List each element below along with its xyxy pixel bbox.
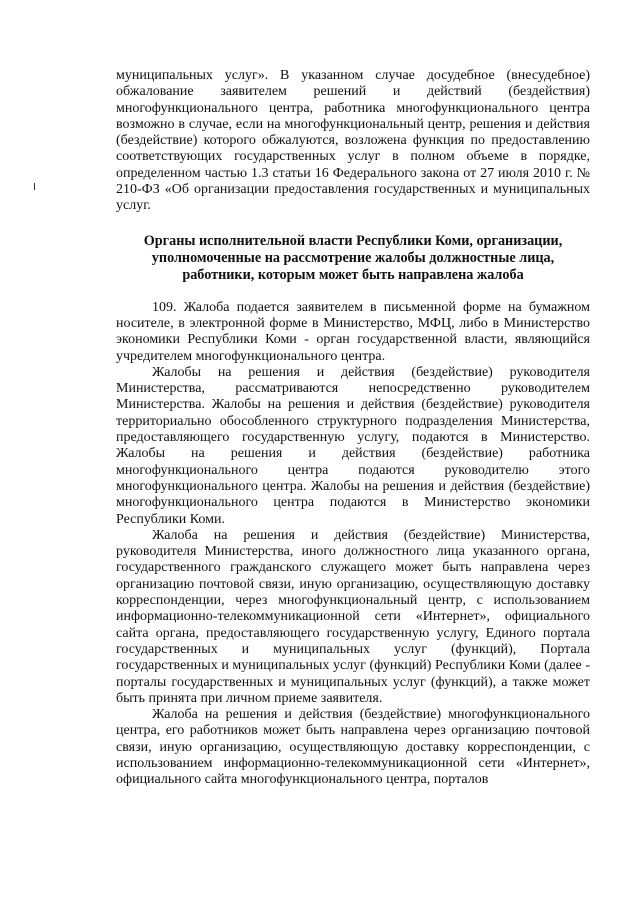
section-heading: Органы исполнительной власти Республики Коми, организации, уполномоченные на рассмотрение жалобы должностные лица, работники, которым может быть направлена жалоба [143, 232, 563, 283]
paragraph-complaints-ministry: Жалобы на решения и действия (бездействие) руководителя Министерства, рассматриваются непосредственно руководителем Министерства. Жалобы на решения и действия (бездействие) руководителя территориально обособленного структурного подразделения Министерства, предоставляющего государственную услугу, подаются в Министерство. Жалобы на решения и действия (бездействие) работника многофункционального центра подаются руководителю этого многофункционального центра. Жалобы на решения и действия (бездействие) многофункционального центра подаются в Министерство экономики Республики Коми. [116, 364, 590, 527]
intro-paragraph: муниципальных услуг». В указанном случае досудебное (внесудебное) обжалование заявителем решений и действий (бездействия) многофункционального центра, работника многофункционального центра возможно в случае, если на многофункциональный центр, решения и действия (бездействие) которого обжалуются, возложена функция по предоставлению соответствующих государственных услуг в полном объеме в порядке, определенном частью 1.3 статьи 16 Федерального закона от 27 июля 2010 г. № 210-ФЗ «Об организации предоставления государственных и муниципальных услуг. [116, 68, 590, 214]
paragraph-109: 109. Жалоба подается заявителем в письменной форме на бумажном носителе, в электронной форме в Министерство, МФЦ, либо в Министерство экономики Республики Коми - орган государственной власти, являющийся учредителем многофункционального центра. [116, 299, 590, 364]
margin-mark [34, 183, 35, 190]
paragraph-mfc-complaint: Жалоба на решения и действия (бездействие) многофункционального центра, его работников может быть направлена через организацию почтовой связи, иную организацию, осуществляющую доставку корреспонденции, с использованием информационно-телекоммуникационной сети «Интернет», официального сайта многофункционального центра, порталов [116, 707, 590, 788]
document-body [116, 68, 590, 789]
paragraph-complaint-channels: Жалоба на решения и действия (бездействие) Министерства, руководителя Министерства, иного должностного лица указанного органа, государственного гражданского служащего может быть направлена через организацию почтовой связи, иную организацию, осуществляющую доставку корреспонденции, через многофункциональный центр, с использованием информационно-телекоммуникационной сети «Интернет», официального сайта органа, предоставляющего государственную услугу, Единого портала государственных и муниципальных услуг (функций), Портала государственных и муниципальных услуг (функций) Республики Коми (далее - порталы государственных и муниципальных услуг (функций), а также может быть принята при личном приеме заявителя. [116, 527, 590, 706]
